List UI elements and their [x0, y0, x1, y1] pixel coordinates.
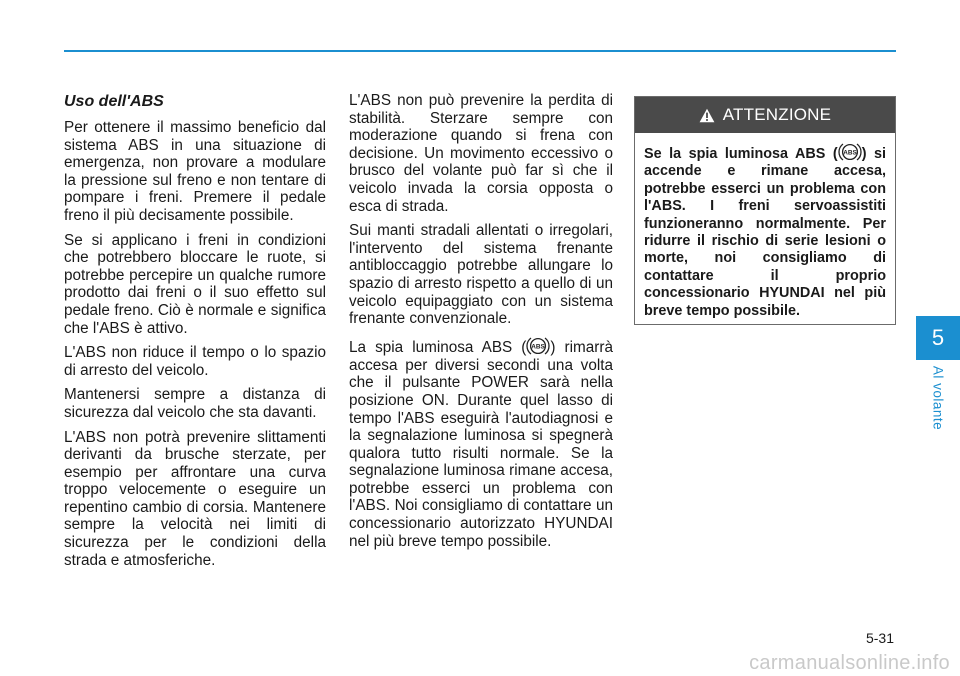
warning-triangle-icon — [699, 108, 715, 123]
chapter-label: Al volante — [930, 365, 946, 431]
paragraph: L'ABS non riduce il tempo o lo spazio di arresto del veicolo. — [64, 344, 326, 379]
chapter-tab: 5 — [916, 316, 960, 360]
watermark: carmanualsonline.info — [749, 652, 950, 674]
paragraph: Mantenersi sempre a distanza di sicurezza dal veicolo che sta davanti. — [64, 386, 326, 421]
paragraph-abs-indicator — [349, 335, 613, 551]
paragraph: Per ottenere il massimo beneficio dal sistema ABS in una situazione di emergenza, non provare a modulare la pressione sul freno e non tentare di pompare i freni. Premere il pedale freno il più decisamente possibile. — [64, 119, 326, 224]
text-fragment: ) si accende e rimane accesa, potrebbe esserci un problema con l'ABS. I freni servoassistiti funzioneranno normalmente. Per ridurre il rischio di serie lesioni o morte, noi consigliamo di contattare il proprio concessionario HYUNDAI nel più breve tempo possibile. — [644, 146, 886, 319]
abs-icon-label: ABS — [842, 149, 857, 157]
column-middle — [349, 92, 613, 557]
paragraph: Sui manti stradali allentati o irregolari, l'intervento del sistema frenante antibloccaggio potrebbe allungare lo spazio di arresto rispetto a quello di un veicolo equipaggiato con un sistema frenante convenzionale. — [349, 222, 613, 328]
warning-box — [634, 96, 896, 325]
paragraph: Se si applicano i freni in condizioni che potrebbero bloccare le ruote, si potrebbe percepire un qualche rumore prodotto dai freni o il suo effetto sul pedale freno. Ciò è normale e significa che l'ABS è attivo. — [64, 231, 326, 337]
top-rule — [64, 50, 896, 52]
warning-title: ATTENZIONE — [722, 105, 832, 124]
paragraph: L'ABS non può prevenire la perdita di stabilità. Sterzare sempre con moderazione quando si frena con decisione. Un movimento eccessivo o brusco del volante può far sì che il veicolo invada la corsia opposta o esca di strada. — [349, 92, 613, 215]
section-title: Uso dell'ABS — [64, 93, 164, 110]
text-fragment: Se la spia luminosa ABS ( — [644, 146, 838, 162]
paragraph: L'ABS non potrà prevenire slittamenti derivanti da brusche sterzate, per esempio per affrontare una curva troppo velocemente o eseguire un repentino cambio di corsia. Mantenere sempre la velocità nei limiti di sicurezza per le condizioni della strada e atmosferiche. — [64, 428, 326, 569]
warning-text — [635, 133, 895, 320]
abs-icon — [838, 141, 862, 163]
text-fragment: La spia luminosa ABS ( — [349, 338, 527, 356]
warning-header — [635, 97, 895, 133]
text-fragment: ) rimarrà accesa per diversi secondi una volta che il pulsante POWER sarà nella posizione ON. Durante quel lasso di tempo l'ABS eseguirà l'autodiagnosi e la segnalazione luminosa si spegnerà qualora tutto risulti normale. Se la segnalazione luminosa rimane accesa, potrebbe esserci un problema con l'ABS. Noi consigliamo di contattare un concessionario autorizzato HYUNDAI nel più breve tempo possibile. — [349, 338, 613, 550]
abs-icon-label: ABS — [531, 343, 546, 351]
abs-icon — [526, 335, 550, 357]
column-left — [64, 92, 326, 576]
page-number: 5-31 — [865, 630, 894, 646]
